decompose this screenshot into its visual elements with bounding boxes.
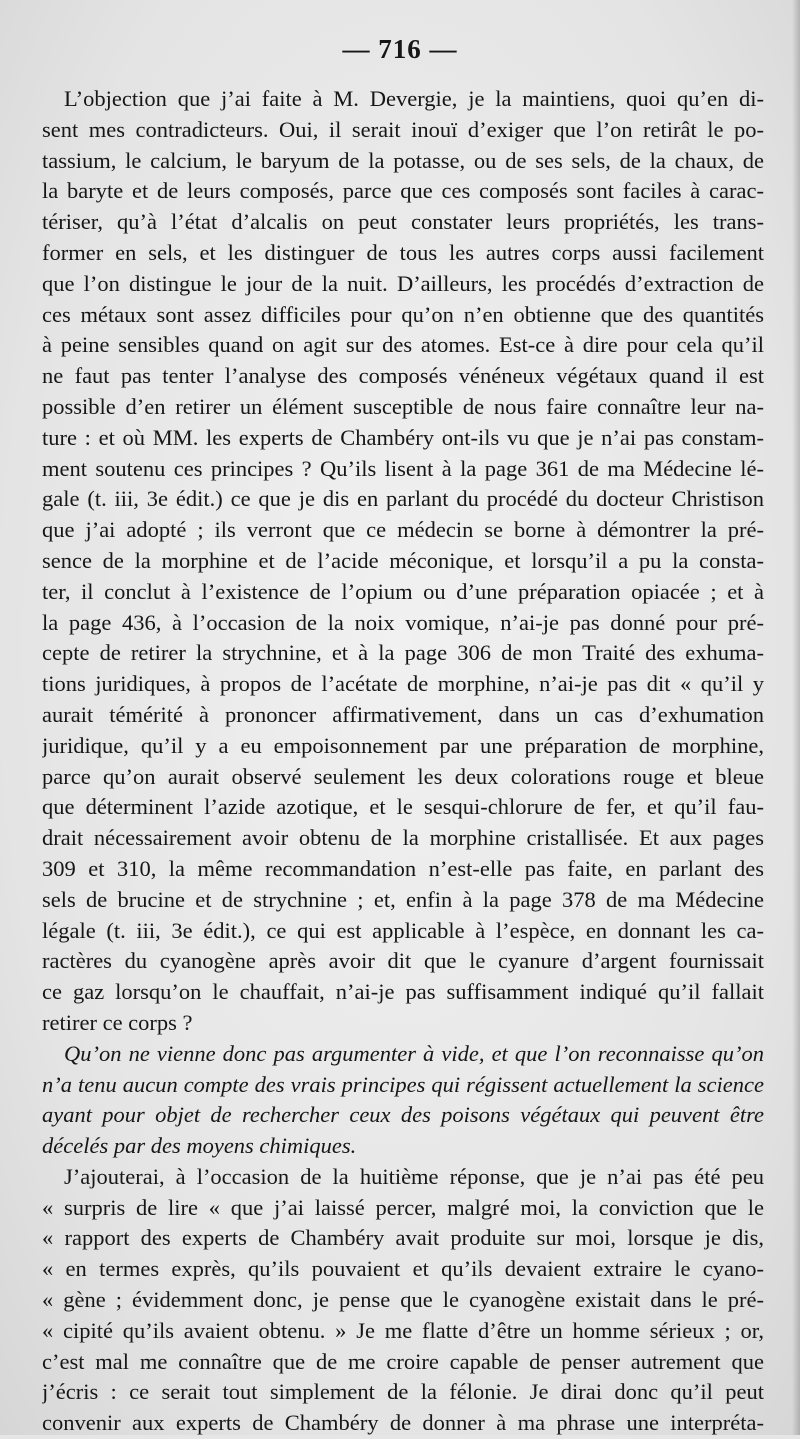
text-line: la baryte et de leurs composés, parce que ces composés sont faciles à carac- [42, 178, 764, 204]
text-line: que déterminent l’azide azotique, et le sesqui-chlorure de fer, et qu’il fau- [42, 794, 764, 820]
text-line: c’est mal me connaître que de me croire capable de penser autrement que [42, 1348, 764, 1374]
text-line: L’objection que j’ai faite à M. Devergie, je la maintiens, quoi qu’en di- [64, 86, 764, 111]
text-line: sence de la morphine et de l’acide méconique, et lorsqu’il a pu la consta- [42, 547, 764, 573]
text-line: tassium, le calcium, le baryum de la potasse, ou de ses sels, de la chaux, de [42, 147, 764, 173]
text-line: « rapport des experts de Chambéry avait produite sur moi, lorsque je dis, [42, 1225, 764, 1251]
page-edge-shadow [792, 0, 800, 1435]
text-line: tions juridiques, à propos de l’acétate de morphine, n’ai-je pas dit « qu’il y [42, 671, 764, 697]
text-line: 309 et 310, la même recommandation n’est-elle pas faite, en parlant des [42, 855, 764, 881]
text-line: ce gaz lorsqu’on le chauffait, n’ai-je pas suffisamment indiqué qu’il fallait [42, 979, 764, 1005]
text-line: drait nécessairement avoir obtenu de la morphine cristallisée. Et aux pages [42, 825, 764, 851]
text-line: légale (t. iii, 3e édit.), ce qui est applicable à l’espèce, en donnant les ca- [42, 917, 764, 943]
text-line: décelés par des moyens chimiques. [42, 1133, 357, 1159]
text-line: que j’ai adopté ; ils verront que ce médecin se borne à démontrer la pré- [42, 517, 764, 543]
text-line: ces métaux sont assez difficiles pour qu’on n’en obtienne que des quantités [42, 301, 764, 327]
text-line: cepte de retirer la strychnine, et à la page 306 de mon Traité des exhuma- [42, 640, 764, 666]
text-line: la page 436, à l’occasion de la noix vomique, n’ai-je pas donné pour pré- [42, 609, 764, 635]
text-line: ture : et où MM. les experts de Chambéry ont-ils vu que je n’ai pas constam- [42, 424, 764, 450]
text-line: possible d’en retirer un élément susceptible de nous faire connaître leur na- [42, 393, 764, 419]
text-line: sent mes contradicteurs. Oui, il serait inouï d’exiger que l’on retirât le po- [42, 116, 764, 142]
text-line: ter, il conclut à l’existence de l’opium ou d’une préparation opiacée ; et à [42, 578, 764, 604]
text-line: « surpris de lire « que j’ai laissé percer, malgré moi, la conviction que le [42, 1194, 764, 1220]
page-number: — 716 — [342, 34, 458, 64]
text-line: j’écris : ce serait tout simplement de la félonie. Je dirai donc qu’il peut [42, 1379, 764, 1405]
text-line: ment soutenu ces principes ? Qu’ils lisent à la page 361 de ma Médecine lé- [42, 455, 764, 481]
text-line: tériser, qu’à l’état d’alcalis on peut constater leurs propriétés, les trans- [42, 209, 764, 235]
text-line: à peine sensibles quand on agit sur des atomes. Est-ce à dire pour cela qu’il [42, 332, 764, 358]
text-line: sels de brucine et de strychnine ; et, enfin à la page 378 de ma Médecine [42, 886, 764, 912]
text-line: ayant pour objet de rechercher ceux des poisons végétaux qui peuvent être [42, 1102, 764, 1128]
text-line: « gène ; évidemment donc, je pense que le cyanogène existait dans le pré- [42, 1287, 764, 1313]
text-line: gale (t. iii, 3e édit.) ce que je dis en parlant du procédé du docteur Christison [42, 486, 764, 512]
text-line: n’a tenu aucun compte des vrais principes qui régissent actuellement la science [42, 1071, 764, 1097]
body-text [42, 84, 764, 1439]
text-line: juridique, qu’il y a eu empoisonnement par une préparation de morphine, [42, 732, 764, 758]
text-line: aurait témérité à prononcer affirmativement, dans un cas d’exhumation [42, 701, 764, 727]
text-line: « cipité qu’ils avaient obtenu. » Je me flatte d’être un homme sérieux ; or, [42, 1317, 764, 1343]
text-line: convenir aux experts de Chambéry de donner à ma phrase une interpréta- [42, 1410, 764, 1436]
text-line: former en sels, et les distinguer de tous les autres corps aussi facilement [42, 239, 764, 265]
text-line: « en termes exprès, qu’ils pouvaient et qu’ils devaient extraire le cyano- [42, 1256, 764, 1282]
text-line: ne faut pas tenter l’analyse des composés vénéneux végétaux quand il est [42, 363, 764, 389]
text-line: que l’on distingue le jour de la nuit. D’ailleurs, les procédés d’extraction de [42, 270, 764, 296]
text-line: ractères du cyanogène après avoir dit que le cyanure d’argent fournissait [42, 948, 764, 974]
text-line: J’ajouterai, à l’occasion de la huitième réponse, que je n’ai pas été peu [64, 1163, 764, 1189]
text-line: Qu’on ne vienne donc pas argumenter à vide, et que l’on reconnaisse qu’on [64, 1040, 764, 1066]
text-line: retirer ce corps ? [42, 1009, 193, 1035]
text-line: parce qu’on aurait observé seulement les deux colorations rouge et bleue [42, 763, 764, 789]
